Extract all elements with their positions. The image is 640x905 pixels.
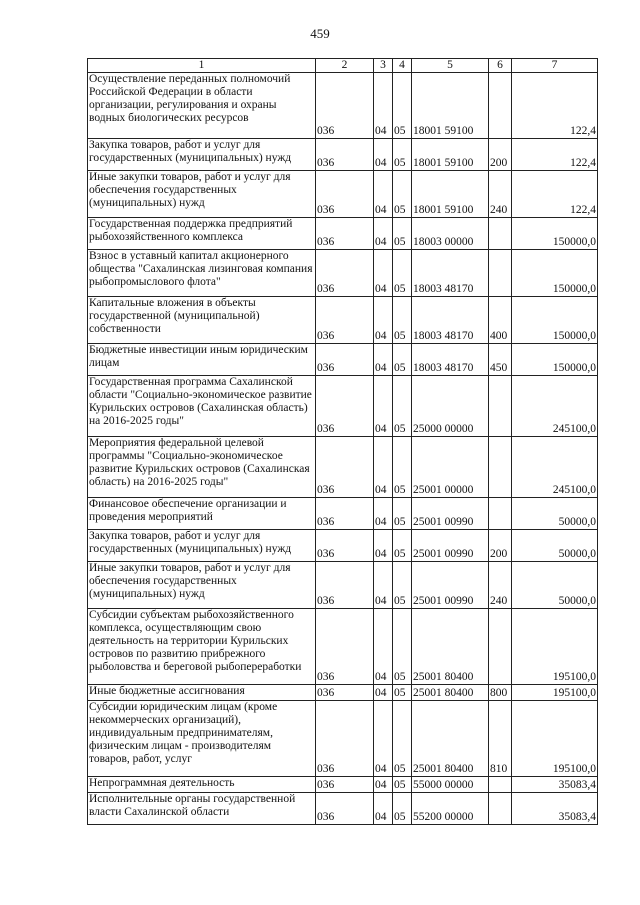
target-article-cell: 25001 80400 bbox=[412, 609, 489, 685]
table-row bbox=[88, 685, 598, 701]
section-cell: 04 bbox=[374, 793, 393, 825]
expense-type-cell: 200 bbox=[489, 139, 512, 171]
target-article-cell: 25001 00990 bbox=[412, 530, 489, 562]
page-number: 459 bbox=[310, 26, 330, 41]
column-header: 2 bbox=[316, 59, 374, 73]
code-cell: 036 bbox=[316, 139, 374, 171]
target-article-cell: 25000 00000 bbox=[412, 376, 489, 437]
section-cell: 04 bbox=[374, 171, 393, 218]
code-cell: 036 bbox=[316, 218, 374, 250]
expense-type-cell bbox=[489, 250, 512, 297]
target-article-cell: 25001 80400 bbox=[412, 701, 489, 777]
expense-type-cell bbox=[489, 73, 512, 139]
amount-cell: 150000,0 bbox=[512, 218, 598, 250]
subsection-cell: 05 bbox=[393, 777, 412, 793]
subsection-cell: 05 bbox=[393, 685, 412, 701]
section-cell: 04 bbox=[374, 376, 393, 437]
target-article-cell: 18001 59100 bbox=[412, 171, 489, 218]
target-article-cell: 25001 00000 bbox=[412, 437, 489, 498]
target-article-cell: 55200 00000 bbox=[412, 793, 489, 825]
expense-type-cell bbox=[489, 498, 512, 530]
table-row bbox=[88, 73, 598, 139]
subsection-cell: 05 bbox=[393, 530, 412, 562]
row-name-cell: Субсидии субъектам рыбохозяйственного комплекса, осуществляющим свою деятельность на территории Курильских островов по развитию прибрежного рыболовства и береговой рыбопереработки bbox=[88, 609, 316, 685]
subsection-cell: 05 bbox=[393, 793, 412, 825]
section-cell: 04 bbox=[374, 562, 393, 609]
expense-type-cell bbox=[489, 793, 512, 825]
amount-cell: 195100,0 bbox=[512, 701, 598, 777]
target-article-cell: 25001 80400 bbox=[412, 685, 489, 701]
amount-cell: 150000,0 bbox=[512, 344, 598, 376]
amount-cell: 195100,0 bbox=[512, 685, 598, 701]
subsection-cell: 05 bbox=[393, 498, 412, 530]
table-row bbox=[88, 777, 598, 793]
subsection-cell: 05 bbox=[393, 344, 412, 376]
column-header: 6 bbox=[489, 59, 512, 73]
column-header: 5 bbox=[412, 59, 489, 73]
code-cell: 036 bbox=[316, 777, 374, 793]
code-cell: 036 bbox=[316, 171, 374, 218]
subsection-cell: 05 bbox=[393, 171, 412, 218]
section-cell: 04 bbox=[374, 250, 393, 297]
column-header: 7 bbox=[512, 59, 598, 73]
target-article-cell: 18001 59100 bbox=[412, 73, 489, 139]
subsection-cell: 05 bbox=[393, 297, 412, 344]
table-header-row bbox=[88, 59, 598, 73]
column-header: 4 bbox=[393, 59, 412, 73]
amount-cell: 122,4 bbox=[512, 139, 598, 171]
table-row bbox=[88, 297, 598, 344]
row-name-cell: Государственная программа Сахалинской области "Социально-экономическое развитие Курильских островов (Сахалинская область) на 2016-2025 годы" bbox=[88, 376, 316, 437]
target-article-cell: 18003 00000 bbox=[412, 218, 489, 250]
code-cell: 036 bbox=[316, 73, 374, 139]
budget-table bbox=[87, 58, 598, 825]
code-cell: 036 bbox=[316, 562, 374, 609]
subsection-cell: 05 bbox=[393, 609, 412, 685]
section-cell: 04 bbox=[374, 685, 393, 701]
expense-type-cell: 810 bbox=[489, 701, 512, 777]
section-cell: 04 bbox=[374, 530, 393, 562]
section-cell: 04 bbox=[374, 344, 393, 376]
code-cell: 036 bbox=[316, 609, 374, 685]
row-name-cell: Исполнительные органы государственной власти Сахалинской области bbox=[88, 793, 316, 825]
amount-cell: 122,4 bbox=[512, 171, 598, 218]
table-row bbox=[88, 609, 598, 685]
expense-type-cell bbox=[489, 609, 512, 685]
amount-cell: 150000,0 bbox=[512, 250, 598, 297]
table-row bbox=[88, 171, 598, 218]
table-row bbox=[88, 701, 598, 777]
section-cell: 04 bbox=[374, 73, 393, 139]
amount-cell: 50000,0 bbox=[512, 498, 598, 530]
row-name-cell: Субсидии юридическим лицам (кроме некоммерческих организаций), индивидуальным предпринимателям, физическим лицам - производителям товаров, работ, услуг bbox=[88, 701, 316, 777]
section-cell: 04 bbox=[374, 777, 393, 793]
row-name-cell: Финансовое обеспечение организации и проведения мероприятий bbox=[88, 498, 316, 530]
expense-type-cell bbox=[489, 218, 512, 250]
expense-type-cell: 450 bbox=[489, 344, 512, 376]
table-row bbox=[88, 139, 598, 171]
section-cell: 04 bbox=[374, 297, 393, 344]
column-header: 3 bbox=[374, 59, 393, 73]
section-cell: 04 bbox=[374, 498, 393, 530]
code-cell: 036 bbox=[316, 344, 374, 376]
target-article-cell: 55000 00000 bbox=[412, 777, 489, 793]
subsection-cell: 05 bbox=[393, 701, 412, 777]
row-name-cell: Непрограммная деятельность bbox=[88, 777, 316, 793]
table-row bbox=[88, 250, 598, 297]
code-cell: 036 bbox=[316, 250, 374, 297]
amount-cell: 245100,0 bbox=[512, 437, 598, 498]
row-name-cell: Иные бюджетные ассигнования bbox=[88, 685, 316, 701]
section-cell: 04 bbox=[374, 701, 393, 777]
row-name-cell: Капитальные вложения в объекты государственной (муниципальной) собственности bbox=[88, 297, 316, 344]
row-name-cell: Осуществление переданных полномочий Российской Федерации в области организации, регулирования и охраны водных биологических ресурсов bbox=[88, 73, 316, 139]
subsection-cell: 05 bbox=[393, 562, 412, 609]
row-name-cell: Закупка товаров, работ и услуг для государственных (муниципальных) нужд bbox=[88, 139, 316, 171]
section-cell: 04 bbox=[374, 139, 393, 171]
subsection-cell: 05 bbox=[393, 437, 412, 498]
target-article-cell: 25001 00990 bbox=[412, 498, 489, 530]
code-cell: 036 bbox=[316, 701, 374, 777]
target-article-cell: 18003 48170 bbox=[412, 344, 489, 376]
table-row bbox=[88, 344, 598, 376]
expense-type-cell: 800 bbox=[489, 685, 512, 701]
table-row bbox=[88, 437, 598, 498]
table-row bbox=[88, 498, 598, 530]
table-row bbox=[88, 376, 598, 437]
expense-type-cell bbox=[489, 376, 512, 437]
amount-cell: 50000,0 bbox=[512, 562, 598, 609]
row-name-cell: Закупка товаров, работ и услуг для государственных (муниципальных) нужд bbox=[88, 530, 316, 562]
subsection-cell: 05 bbox=[393, 218, 412, 250]
section-cell: 04 bbox=[374, 609, 393, 685]
expense-type-cell: 240 bbox=[489, 562, 512, 609]
table-row bbox=[88, 530, 598, 562]
amount-cell: 122,4 bbox=[512, 73, 598, 139]
code-cell: 036 bbox=[316, 498, 374, 530]
expense-type-cell bbox=[489, 777, 512, 793]
subsection-cell: 05 bbox=[393, 139, 412, 171]
row-name-cell: Иные закупки товаров, работ и услуг для обеспечения государственных (муниципальных) нужд bbox=[88, 171, 316, 218]
expense-type-cell: 400 bbox=[489, 297, 512, 344]
subsection-cell: 05 bbox=[393, 376, 412, 437]
target-article-cell: 18001 59100 bbox=[412, 139, 489, 171]
expense-type-cell: 200 bbox=[489, 530, 512, 562]
code-cell: 036 bbox=[316, 685, 374, 701]
target-article-cell: 18003 48170 bbox=[412, 297, 489, 344]
subsection-cell: 05 bbox=[393, 250, 412, 297]
table-row bbox=[88, 793, 598, 825]
code-cell: 036 bbox=[316, 376, 374, 437]
expense-type-cell: 240 bbox=[489, 171, 512, 218]
column-header: 1 bbox=[88, 59, 316, 73]
row-name-cell: Бюджетные инвестиции иным юридическим лицам bbox=[88, 344, 316, 376]
expense-type-cell bbox=[489, 437, 512, 498]
amount-cell: 35083,4 bbox=[512, 793, 598, 825]
row-name-cell: Иные закупки товаров, работ и услуг для обеспечения государственных (муниципальных) нужд bbox=[88, 562, 316, 609]
section-cell: 04 bbox=[374, 437, 393, 498]
code-cell: 036 bbox=[316, 437, 374, 498]
amount-cell: 195100,0 bbox=[512, 609, 598, 685]
code-cell: 036 bbox=[316, 793, 374, 825]
subsection-cell: 05 bbox=[393, 73, 412, 139]
target-article-cell: 18003 48170 bbox=[412, 250, 489, 297]
code-cell: 036 bbox=[316, 297, 374, 344]
amount-cell: 150000,0 bbox=[512, 297, 598, 344]
table-row bbox=[88, 218, 598, 250]
target-article-cell: 25001 00990 bbox=[412, 562, 489, 609]
amount-cell: 50000,0 bbox=[512, 530, 598, 562]
code-cell: 036 bbox=[316, 530, 374, 562]
row-name-cell: Мероприятия федеральной целевой программы "Социально-экономическое развитие Курильских островов (Сахалинская область) на 2016-2025 годы" bbox=[88, 437, 316, 498]
table-row bbox=[88, 562, 598, 609]
row-name-cell: Государственная поддержка предприятий рыбохозяйственного комплекса bbox=[88, 218, 316, 250]
section-cell: 04 bbox=[374, 218, 393, 250]
row-name-cell: Взнос в уставный капитал акционерного общества "Сахалинская лизинговая компания рыбопромыслового флота" bbox=[88, 250, 316, 297]
amount-cell: 245100,0 bbox=[512, 376, 598, 437]
amount-cell: 35083,4 bbox=[512, 777, 598, 793]
